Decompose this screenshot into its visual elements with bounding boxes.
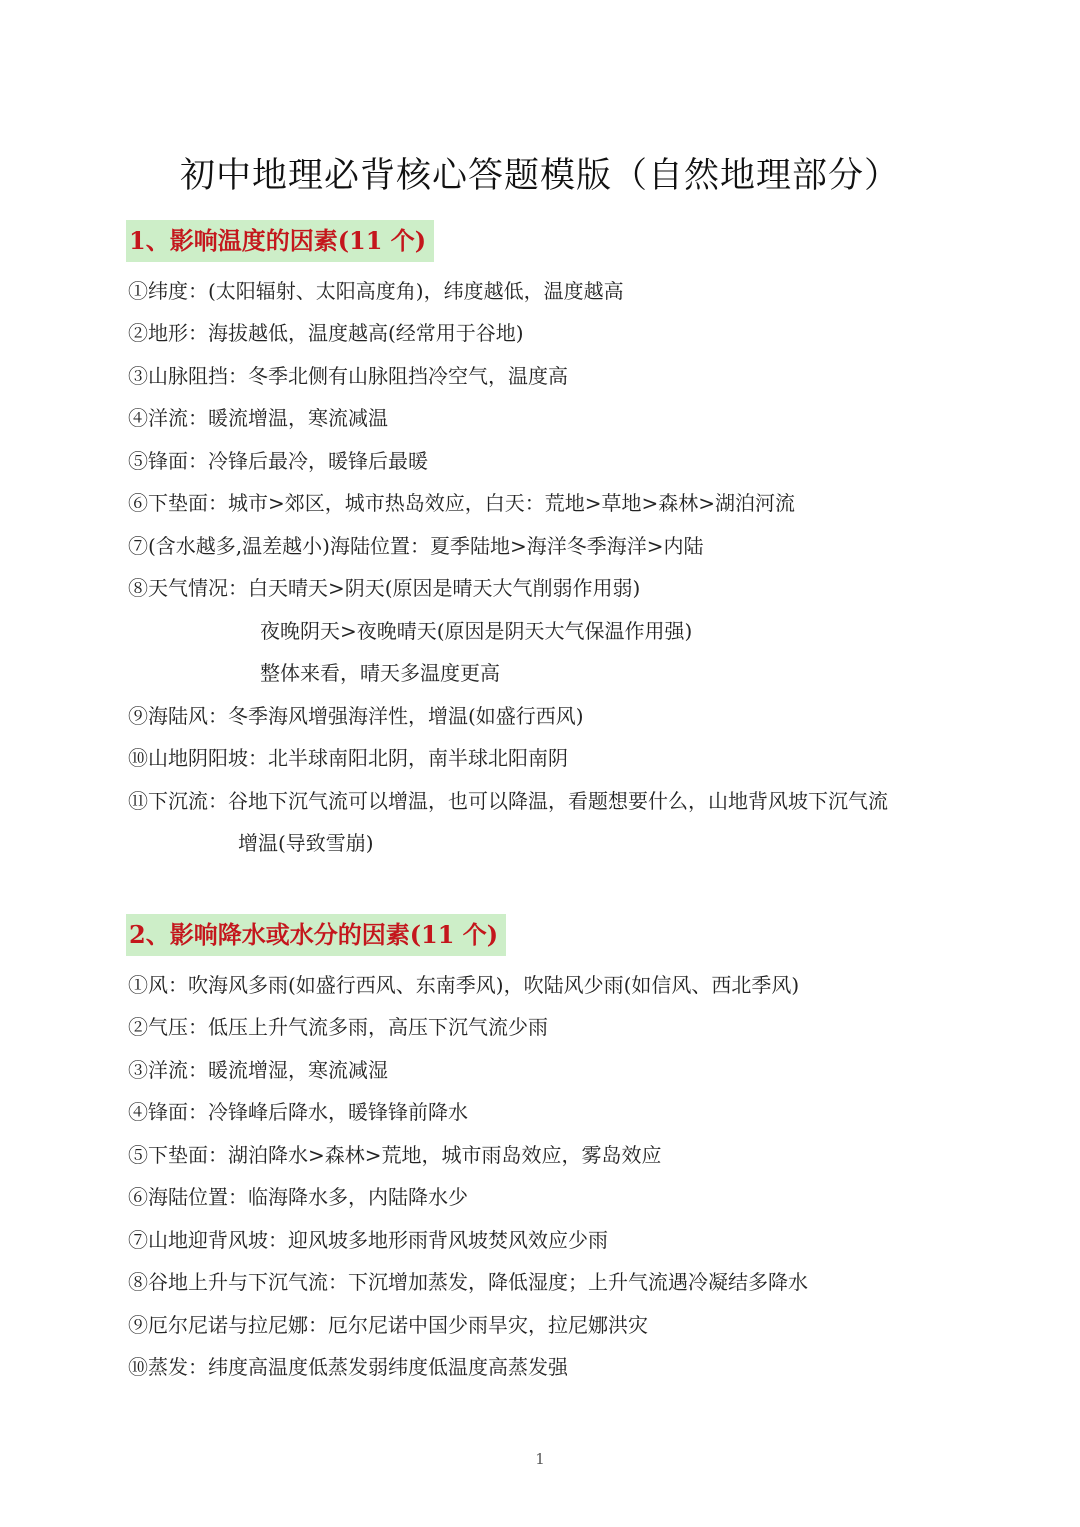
list-item: ③洋流：暖流增湿，寒流减湿 (128, 1058, 388, 1082)
list-item: ⑩山地阴阳坡：北半球南阳北阴，南半球北阳南阴 (128, 746, 568, 770)
list-item-continuation: 夜晚阴天>夜晚晴天(原因是阴天大气保温作用强) (260, 619, 693, 643)
list-item-continuation: 整体来看，晴天多温度更高 (260, 661, 500, 685)
list-item: ①风：吹海风多雨(如盛行西风、东南季风)，吹陆风少雨(如信风、西北季风) (128, 973, 800, 997)
section-heading-precipitation: 2、影响降水或水分的因素(11 个) (126, 914, 506, 956)
list-item: ①纬度：(太阳辐射、太阳高度角)，纬度越低，温度越高 (128, 279, 624, 303)
page-title: 初中地理必背核心答题模版（自然地理部分） (179, 156, 900, 196)
list-item: ⑦山地迎背风坡：迎风坡多地形雨背风坡焚风效应少雨 (128, 1228, 608, 1252)
list-item: ⑥下垫面：城市>郊区，城市热岛效应，白天：荒地>草地>森林>湖泊河流 (128, 491, 796, 515)
list-item: ⑪下沉流：谷地下沉气流可以增温，也可以降温，看题想要什么，山地背风坡下沉气流 (128, 789, 888, 813)
list-item: ⑩蒸发：纬度高温度低蒸发弱纬度低温度高蒸发强 (128, 1355, 568, 1379)
list-item: ④锋面：冷锋峰后降水，暖锋锋前降水 (128, 1100, 468, 1124)
list-item: ⑧谷地上升与下沉气流：下沉增加蒸发，降低湿度；上升气流遇冷凝结多降水 (128, 1270, 808, 1294)
list-item: ②气压：低压上升气流多雨，高压下沉气流少雨 (128, 1015, 548, 1039)
list-item: ⑨厄尔尼诺与拉尼娜：厄尔尼诺中国少雨旱灾，拉尼娜洪灾 (128, 1313, 648, 1337)
list-item: ⑥海陆位置：临海降水多，内陆降水少 (128, 1185, 468, 1209)
list-item: ③山脉阻挡：冬季北侧有山脉阻挡冷空气，温度高 (128, 364, 568, 388)
list-item: ⑧天气情况：白天晴天>阴天(原因是晴天大气削弱作用弱) (128, 576, 641, 600)
list-item-continuation: 增温(导致雪崩) (238, 831, 374, 855)
list-item: ⑦(含水越多,温差越小)海陆位置：夏季陆地>海洋冬季海洋>内陆 (128, 534, 704, 558)
list-item: ②地形：海拔越低，温度越高(经常用于谷地) (128, 321, 524, 345)
list-item: ⑤下垫面：湖泊降水>森林>荒地，城市雨岛效应，雾岛效应 (128, 1143, 662, 1167)
list-item: ⑨海陆风：冬季海风增强海洋性，增温(如盛行西风) (128, 704, 584, 728)
list-item: ④洋流：暖流增温，寒流减温 (128, 406, 388, 430)
section-heading-temperature: 1、影响温度的因素(11 个) (126, 220, 434, 262)
page-number: 1 (535, 1450, 545, 1468)
list-item: ⑤锋面：冷锋后最冷，暖锋后最暖 (128, 449, 428, 473)
